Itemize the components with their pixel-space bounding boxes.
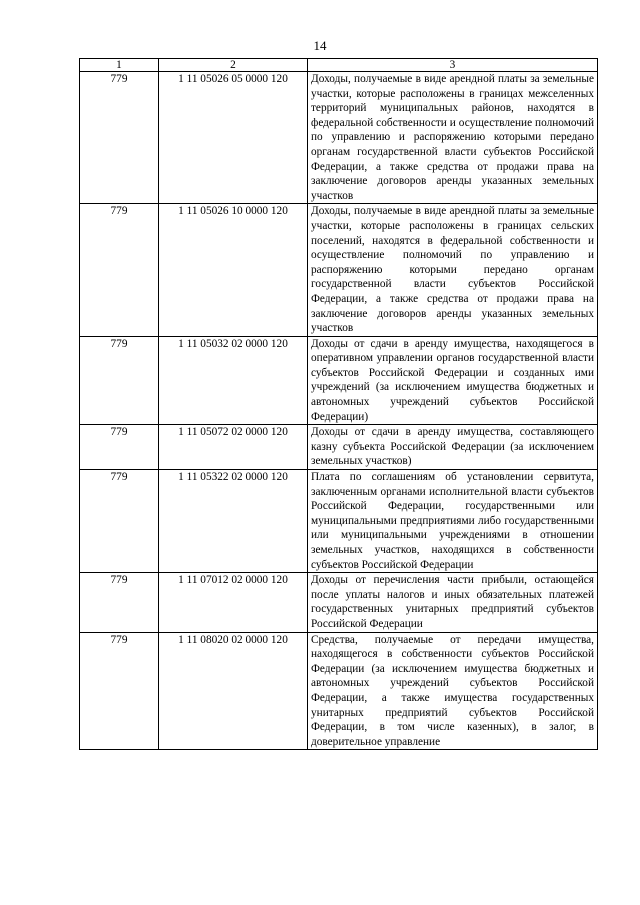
revenue-description-cell: Доходы, получаемые в виде арендной платы за земельные участки, которые расположены в границах сельских поселений, находятся в федеральной собственности и осуществление полномочий по управлению и распоряжению которыми передано органам государственной власти субъектов Российской Федерации, а также средства от продажи права на заключение договоров аренды указанных земельных участков xyxy=(308,204,598,336)
admin-code-cell: 779 xyxy=(80,573,159,632)
kbk-code-cell: 1 11 05026 10 0000 120 xyxy=(159,204,308,336)
kbk-code-cell: 1 11 05072 02 0000 120 xyxy=(159,425,308,470)
column-header-3: 3 xyxy=(308,59,598,72)
column-header-1: 1 xyxy=(80,59,159,72)
table-header-row xyxy=(80,59,598,72)
revenue-description-cell: Плата по соглашениям об установлении сервитута, заключенным органами исполнительной власти субъектов Российской Федерации, государственными или муниципальными предприятиями либо государственными или муниципальными учреждениями в отношении земельных участков, находящихся в собственности субъектов Российской Федерации xyxy=(308,470,598,573)
kbk-code-cell: 1 11 08020 02 0000 120 xyxy=(159,632,308,750)
table-row xyxy=(80,72,598,204)
page-number: 14 xyxy=(313,38,327,53)
admin-code-cell: 779 xyxy=(80,336,159,425)
revenue-description-cell: Доходы от сдачи в аренду имущества, находящегося в оперативном управлении органов государственной власти субъектов Российской Федерации и созданных ими учреждений (за исключением имущества бюджетных и автономных учреждений субъектов Российской Федерации) xyxy=(308,336,598,425)
kbk-code-cell: 1 11 05032 02 0000 120 xyxy=(159,336,308,425)
admin-code-cell: 779 xyxy=(80,470,159,573)
table-row xyxy=(80,573,598,632)
kbk-code-cell: 1 11 07012 02 0000 120 xyxy=(159,573,308,632)
revenue-description-cell: Средства, получаемые от передачи имущества, находящегося в собственности субъектов Российской Федерации (за исключением имущества бюджетных и автономных учреждений субъектов Российской Федерации, а также имущества государственных унитарных предприятий субъектов Российской Федерации, в том числе казенных), в залог, в доверительное управление xyxy=(308,632,598,750)
admin-code-cell: 779 xyxy=(80,72,159,204)
revenue-description-cell: Доходы от сдачи в аренду имущества, составляющего казну субъекта Российской Федерации (за исключением земельных участков) xyxy=(308,425,598,470)
kbk-code-cell: 1 11 05322 02 0000 120 xyxy=(159,470,308,573)
table-row xyxy=(80,470,598,573)
revenue-description-cell: Доходы от перечисления части прибыли, остающейся после уплаты налогов и иных обязательных платежей государственных унитарных предприятий субъектов Российской Федерации xyxy=(308,573,598,632)
kbk-code-cell: 1 11 05026 05 0000 120 xyxy=(159,72,308,204)
table-row xyxy=(80,425,598,470)
table-row xyxy=(80,204,598,336)
admin-code-cell: 779 xyxy=(80,204,159,336)
table-row xyxy=(80,632,598,750)
revenue-description-cell: Доходы, получаемые в виде арендной платы за земельные участки, которые расположены в границах межселенных территорий муниципальных районов, находятся в федеральной собственности и осуществление полномочий по управлению и распоряжению которыми передано органам государственной власти субъектов Российской Федерации, а также средства от продажи права на заключение договоров аренды указанных земельных участков xyxy=(308,72,598,204)
revenue-codes-table xyxy=(79,58,598,750)
admin-code-cell: 779 xyxy=(80,632,159,750)
table-row xyxy=(80,336,598,425)
column-header-2: 2 xyxy=(159,59,308,72)
admin-code-cell: 779 xyxy=(80,425,159,470)
